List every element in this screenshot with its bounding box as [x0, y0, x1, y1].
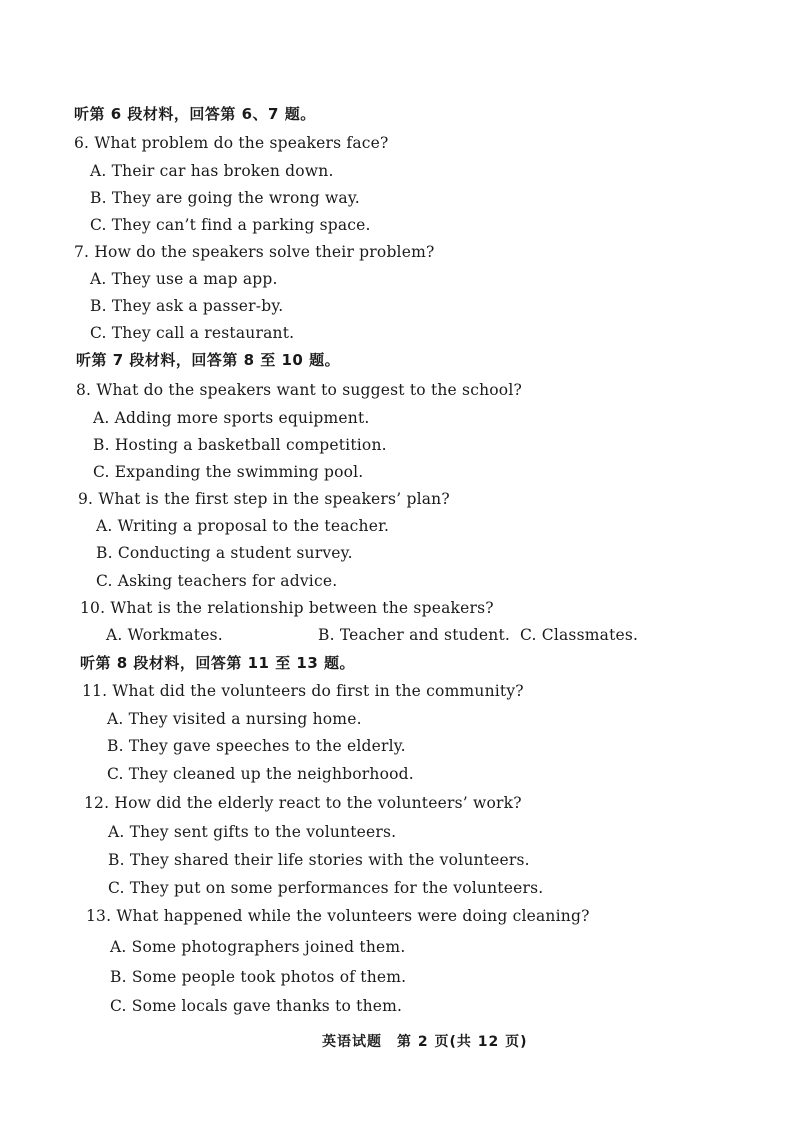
question-9-stem: 9. What is the first step in the speakers’ plan? — [78, 490, 450, 508]
question-12-option-b: B. They shared their life stories with the volunteers. — [108, 851, 530, 869]
question-12-option-a: A. They sent gifts to the volunteers. — [108, 823, 397, 841]
question-13-option-b: B. Some people took photos of them. — [110, 968, 407, 986]
question-8-stem: 8. What do the speakers want to suggest to the school? — [76, 381, 523, 399]
question-7-option-a: A. They use a map app. — [90, 270, 278, 288]
question-6-option-b: B. They are going the wrong way. — [90, 189, 360, 207]
question-6-option-c: C. They can’t find a parking space. — [90, 216, 371, 234]
question-13-stem: 13. What happened while the volunteers were doing cleaning? — [86, 907, 590, 925]
question-8-option-b: B. Hosting a basketball competition. — [93, 436, 387, 454]
question-12-stem: 12. How did the elderly react to the volunteers’ work? — [84, 794, 522, 812]
page-footer: 英语试题 第 2 页(共 12 页) — [322, 1034, 528, 1050]
section-heading: 听第 8 段材料，回答第 11 至 13 题。 — [80, 654, 356, 672]
question-11-option-c: C. They cleaned up the neighborhood. — [107, 765, 414, 783]
question-9-option-c: C. Asking teachers for advice. — [96, 572, 338, 590]
question-9-option-b: B. Conducting a student survey. — [96, 544, 353, 562]
question-8-option-c: C. Expanding the swimming pool. — [93, 463, 364, 481]
question-8-option-a: A. Adding more sports equipment. — [93, 409, 370, 427]
question-13-option-c: C. Some locals gave thanks to them. — [110, 997, 403, 1015]
question-10-option-b: B. Teacher and student. — [318, 626, 511, 644]
question-13-option-a: A. Some photographers joined them. — [110, 938, 406, 956]
question-10-option-a: A. Workmates. — [106, 626, 223, 644]
question-7-option-c: C. They call a restaurant. — [90, 324, 295, 342]
question-10-stem: 10. What is the relationship between the speakers? — [80, 599, 494, 617]
question-10-option-c: C. Classmates. — [520, 626, 639, 644]
question-12-option-c: C. They put on some performances for the volunteers. — [108, 879, 544, 897]
question-9-option-a: A. Writing a proposal to the teacher. — [96, 517, 390, 535]
question-7-option-b: B. They ask a passer-by. — [90, 297, 284, 315]
question-11-option-a: A. They visited a nursing home. — [107, 710, 362, 728]
section-heading: 听第 7 段材料，回答第 8 至 10 题。 — [76, 351, 341, 369]
question-11-option-b: B. They gave speeches to the elderly. — [107, 737, 406, 755]
section-heading: 听第 6 段材料，回答第 6、7 题。 — [74, 105, 316, 123]
question-6-option-a: A. Their car has broken down. — [90, 162, 334, 180]
question-11-stem: 11. What did the volunteers do first in the community? — [82, 682, 524, 700]
question-7-stem: 7. How do the speakers solve their problem? — [74, 243, 435, 261]
question-6-stem: 6. What problem do the speakers face? — [74, 134, 389, 152]
